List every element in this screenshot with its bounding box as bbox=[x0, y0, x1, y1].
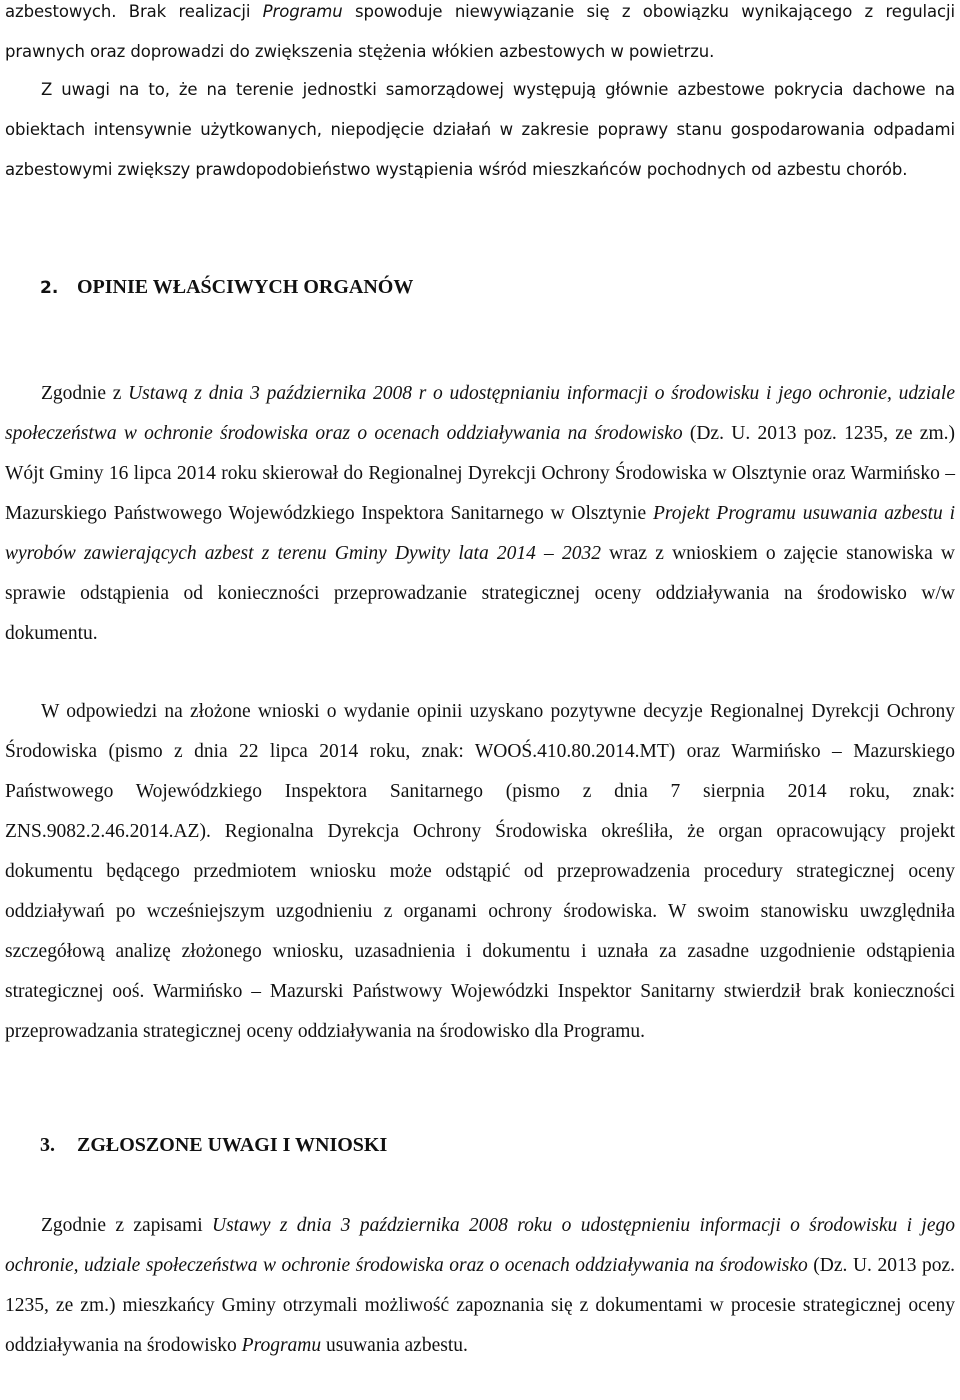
paragraph-text: (Dz. U. 2013 poz. 1235, ze zm.) Wójt Gminy 16 lipca 2014 roku skierował do Regionalnej Dyrekcji Ochrony Środowiska w Olsztynie oraz Warmińsko – Mazurskiego Państwowego Wojewódzkiego Inspektora Sanitarnego w Olsztynie bbox=[5, 423, 955, 524]
paragraph-italic-text: Programu bbox=[262, 2, 343, 21]
paragraph-italic-text: Ustawą z dnia 3 października 2008 r o udostępnianiu informacji o środowisku i jego ochronie, udziale społeczeństwa w ochronie środowiska oraz o ocenach oddziaływania na środowisko bbox=[5, 383, 955, 444]
section-title: ZGŁOSZONE UWAGI I WNIOSKI bbox=[77, 1134, 388, 1156]
paragraph-public-consultation bbox=[5, 1206, 955, 1366]
section-heading-2 bbox=[40, 276, 413, 299]
paragraph-asbestos-risk bbox=[5, 70, 955, 190]
paragraph-italic-text: Projekt Programu usuwania azbestu i wyrobów zawierających azbest z terenu Gminy Dywity lata 2014 – 2032 bbox=[5, 503, 955, 564]
paragraph-text: wraz z wnioskiem o zajęcie stanowiska w sprawie odstąpienia od konieczności przeprowadzanie strategicznej oceny oddziaływania na środowisko w/w dokumentu. bbox=[5, 543, 955, 644]
paragraph-text: Zgodnie z zapisami bbox=[41, 1215, 212, 1236]
section-number: 3. bbox=[40, 1134, 55, 1156]
paragraph-opinions bbox=[5, 692, 955, 1052]
paragraph-program-consequences bbox=[5, 0, 955, 72]
section-title: OPINIE WŁAŚCIWYCH ORGANÓW bbox=[77, 276, 414, 298]
paragraph-text: azbestowych. Brak realizacji bbox=[5, 2, 263, 21]
paragraph-text: Z uwagi na to, że na terenie jednostki samorządowej występują głównie azbestowe pokrycia dachowe na obiektach intensywnie użytkowanych, niepodjęcie działań w zakresie poprawy stanu gospodarowania odpadami azbestowymi zwiększy prawdopodobieństwo wystąpienia wśród mieszkańców pochodnych od azbestu chorób. bbox=[5, 80, 955, 179]
paragraph-italic-text: Programu bbox=[241, 1335, 322, 1356]
paragraph-text: (Dz. U. 2013 poz. 1235, ze zm.) mieszkańcy Gminy otrzymali możliwość zapoznania się z dokumentami w procesie strategicznej oceny oddziaływania na środowisko bbox=[5, 1255, 956, 1356]
paragraph-text: spowoduje niewywiązanie się z obowiązku wynikającego z regulacji prawnych oraz doprowadzi do zwiększenia stężenia włókien azbestowych w powietrzu. bbox=[5, 2, 955, 61]
paragraph-italic-text: Ustawy z dnia 3 października 2008 roku o udostępnieniu informacji o środowisku i jego ochronie, udziale społeczeństwa w ochronie środowiska oraz o ocenach oddziaływania na środowisko bbox=[5, 1215, 955, 1276]
section-heading-3 bbox=[40, 1134, 387, 1157]
paragraph-act-reference bbox=[5, 374, 955, 654]
section-number: 2. bbox=[40, 278, 59, 298]
paragraph-text: W odpowiedzi na złożone wnioski o wydanie opinii uzyskano pozytywne decyzje Regionalnej Dyrekcji Ochrony Środowiska (pismo z dnia 22 lipca 2014 roku, znak: WOOŚ.410.80.2014.MT) oraz Warmińsko – Mazurskiego Państwowego Wojewódzkiego Inspektora Sanitarnego (pismo z dnia 7 sierpnia 2014 roku, znak: ZNS.9082.2.46.2014.AZ). Regionalna Dyrekcja Ochrony Środowiska określiła, że organ opracowujący projekt dokumentu będącego przedmiotem wniosku może odstąpić od przeprowadzenia procedury strategicznej oceny oddziaływań po wcześniejszym uzgodnieniu z organami ochrony środowiska. W swoim stanowisku uwzględniła szczegółową analizę złożonego wniosku, uzasadnienia i dokumentu i uznała za zasadne uzgodnienie odstąpienia strategicznej ooś. Warmińsko – Mazurski Państwowy Wojewódzki Inspektor Sanitarny stwierdził brak konieczności przeprowadzania strategicznej oceny oddziaływania na środowisko dla Programu. bbox=[5, 701, 955, 1042]
paragraph-text: Zgodnie z bbox=[41, 383, 129, 404]
paragraph-text: usuwania azbestu. bbox=[321, 1335, 468, 1356]
